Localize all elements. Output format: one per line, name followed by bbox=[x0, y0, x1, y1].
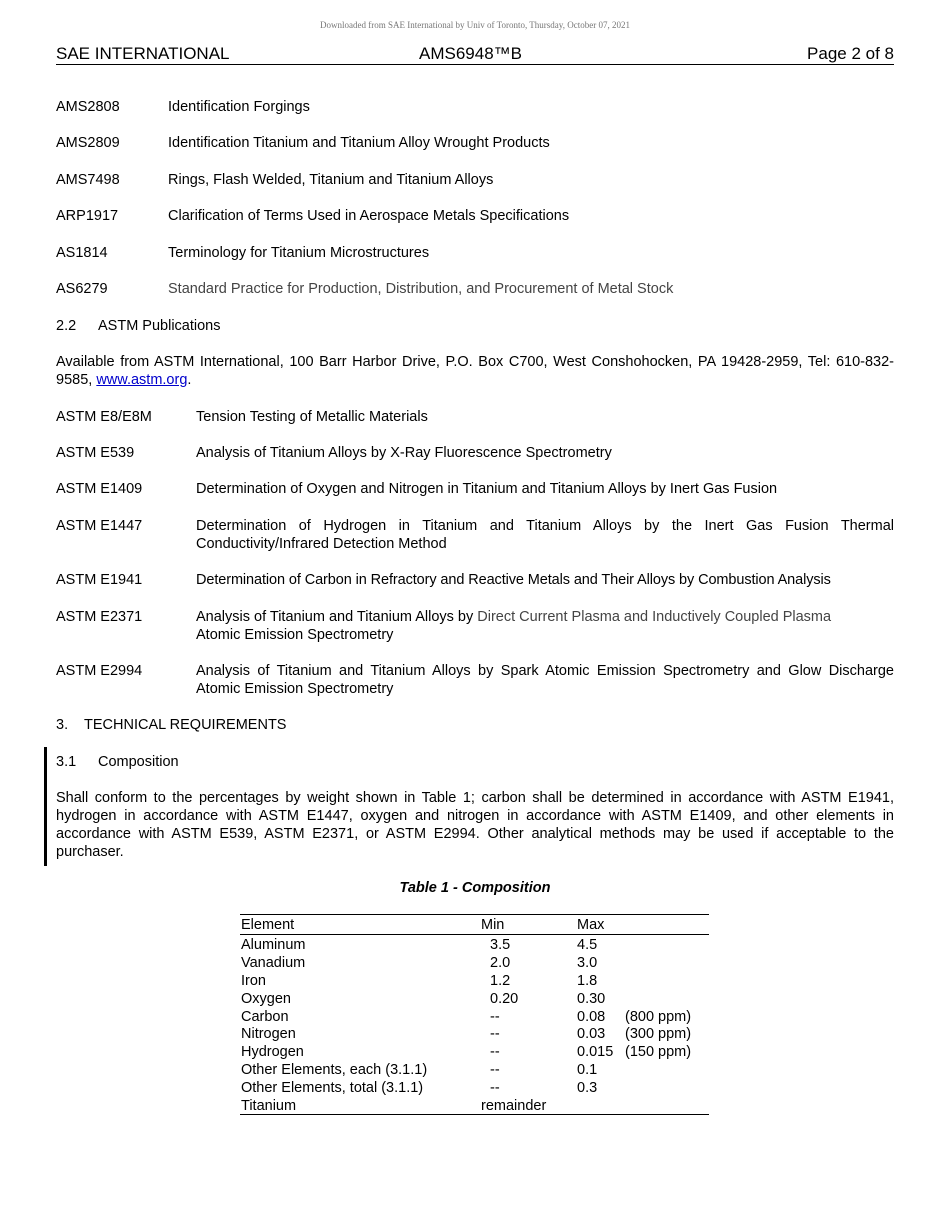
reference-title: Identification Titanium and Titanium Alloy Wrought Products bbox=[168, 135, 550, 151]
cell-ppm: (800 ppm) bbox=[625, 1008, 692, 1025]
cell-element: Carbon bbox=[241, 1008, 289, 1025]
cell-max: 0.08 bbox=[577, 1008, 606, 1025]
reference-title: Analysis of Titanium and Titanium Alloys by Spark Atomic Emission Spectrometry and Glow Discharge Atomic Emission Spectrometry bbox=[196, 663, 894, 697]
reference-title: Identification Forgings bbox=[168, 99, 310, 115]
cell-min: -- bbox=[490, 1008, 500, 1025]
reference-title: Rings, Flash Welded, Titanium and Titanium Alloys bbox=[168, 172, 494, 188]
section-title: Composition bbox=[98, 754, 179, 770]
table-row bbox=[240, 989, 709, 1007]
cell-element: Hydrogen bbox=[241, 1044, 304, 1061]
reference-code: ASTM E1941 bbox=[56, 572, 143, 588]
cell-ppm: (300 ppm) bbox=[625, 1026, 692, 1043]
cell-element: Other Elements, total (3.1.1) bbox=[241, 1080, 424, 1097]
reference-code: ASTM E2371 bbox=[56, 609, 143, 625]
cell-element: Aluminum bbox=[241, 937, 306, 953]
reference-title: Determination of Oxygen and Nitrogen in Titanium and Titanium Alloys by Inert Gas Fusion bbox=[196, 481, 778, 497]
cell-min: -- bbox=[490, 1080, 500, 1097]
table-row bbox=[240, 1024, 709, 1042]
download-note: Downloaded from SAE International by Univ of Toronto, Thursday, October 07, 2021 bbox=[320, 20, 630, 30]
section-heading-3-1 bbox=[56, 753, 179, 771]
table-row bbox=[240, 1096, 709, 1114]
column-header-element: Element bbox=[241, 917, 295, 933]
cell-max: 0.03 bbox=[577, 1026, 606, 1043]
cell-element: Vanadium bbox=[241, 954, 306, 971]
header-org: SAE INTERNATIONAL bbox=[56, 44, 230, 63]
reference-code: ARP1917 bbox=[56, 208, 119, 224]
column-header-max: Max bbox=[577, 917, 605, 933]
cell-element: Other Elements, each (3.1.1) bbox=[241, 1062, 428, 1079]
availability-end: . bbox=[187, 372, 192, 388]
section-number: 2.2 bbox=[56, 318, 77, 334]
cell-max: 0.015 bbox=[577, 1044, 614, 1061]
reference-code: ASTM E8/E8M bbox=[56, 409, 152, 425]
reference-title-part: Direct Current Plasma and Inductively Coupled Plasma bbox=[477, 609, 832, 625]
revision-change-bar bbox=[44, 747, 47, 866]
header-page-number: Page 2 of 8 bbox=[807, 44, 894, 63]
reference-code: AS6279 bbox=[56, 281, 108, 297]
reference-title-part: Analysis of Titanium and Titanium Alloys by bbox=[196, 609, 478, 625]
reference-code: AMS2809 bbox=[56, 135, 120, 151]
cell-max: 0.30 bbox=[577, 990, 606, 1007]
reference-title: Tension Testing of Metallic Materials bbox=[196, 409, 428, 425]
table-row bbox=[240, 971, 709, 989]
cell-min: -- bbox=[490, 1026, 500, 1043]
table-row bbox=[240, 1007, 709, 1025]
table-row bbox=[240, 1078, 709, 1096]
reference-title: Standard Practice for Production, Distribution, and Procurement of Metal Stock bbox=[168, 281, 674, 297]
reference-code: ASTM E1447 bbox=[56, 518, 143, 534]
cell-min: 0.20 bbox=[490, 990, 519, 1007]
cell-min: 2.0 bbox=[490, 954, 511, 971]
table-header-row bbox=[240, 914, 709, 935]
cell-min: 1.2 bbox=[490, 972, 511, 989]
section-heading-3 bbox=[56, 716, 286, 734]
reference-code: ASTM E539 bbox=[56, 445, 135, 461]
section-number: 3.1 bbox=[56, 754, 77, 770]
table-row bbox=[240, 935, 709, 953]
cell-min: remainder bbox=[481, 1098, 547, 1115]
cell-min: -- bbox=[490, 1062, 500, 1079]
table-row bbox=[240, 1042, 709, 1060]
astm-website-link[interactable]: www.astm.org bbox=[96, 372, 188, 388]
composition-table bbox=[240, 914, 709, 1115]
reference-title: Clarification of Terms Used in Aerospace Metals Specifications bbox=[168, 208, 570, 224]
reference-title: Determination of Carbon in Refractory and Reactive Metals and Their Alloys by Combustion Analysis bbox=[196, 572, 831, 588]
table-row bbox=[240, 953, 709, 971]
reference-title-part: Atomic Emission Spectrometry bbox=[196, 627, 394, 643]
cell-element: Titanium bbox=[241, 1098, 297, 1115]
header-doc-id: AMS6948™B bbox=[419, 44, 522, 63]
cell-max: 0.1 bbox=[577, 1062, 598, 1079]
reference-title bbox=[196, 608, 894, 644]
reference-code: ASTM E1409 bbox=[56, 481, 143, 497]
astm-availability-paragraph bbox=[56, 353, 894, 389]
cell-max: 3.0 bbox=[577, 954, 598, 971]
cell-element: Oxygen bbox=[241, 990, 291, 1007]
reference-title: Terminology for Titanium Microstructures bbox=[168, 245, 430, 261]
cell-element: Nitrogen bbox=[241, 1026, 296, 1043]
section-title: TECHNICAL REQUIREMENTS bbox=[84, 717, 287, 733]
availability-text: Available from ASTM International, 100 Barr Harbor Drive, P.O. Box C700, West Conshohocken, PA 19428-2959, Tel: 610-832-9585, bbox=[56, 354, 894, 388]
composition-paragraph: Shall conform to the percentages by weight shown in Table 1; carbon shall be determined in accordance with ASTM E1941, hydrogen in accordance with ASTM E1447, oxygen and nitrogen in accordance with ASTM E1409, and other elements in accordance with ASTM E539, ASTM E2371, or ASTM E2994. Other analytical methods may be used if acceptable to the purchaser. bbox=[56, 790, 894, 860]
cell-min: 3.5 bbox=[490, 937, 511, 953]
section-heading-2-2 bbox=[56, 317, 221, 335]
document-page bbox=[56, 0, 894, 1230]
cell-max: 1.8 bbox=[577, 972, 598, 989]
reference-code: AMS7498 bbox=[56, 172, 120, 188]
cell-min: -- bbox=[490, 1044, 500, 1061]
table-row bbox=[240, 1060, 709, 1078]
cell-element: Iron bbox=[241, 972, 266, 989]
reference-code: ASTM E2994 bbox=[56, 663, 143, 679]
section-number: 3. bbox=[56, 717, 69, 733]
reference-title: Determination of Hydrogen in Titanium and Titanium Alloys by the Inert Gas Fusion Thermal Conductivity/Infrared Detection Method bbox=[196, 518, 894, 552]
reference-title: Analysis of Titanium Alloys by X-Ray Fluorescence Spectrometry bbox=[196, 445, 612, 461]
reference-code: AMS2808 bbox=[56, 99, 120, 115]
cell-max: 0.3 bbox=[577, 1080, 598, 1097]
section-title: ASTM Publications bbox=[98, 318, 221, 334]
table-caption: Table 1 - Composition bbox=[399, 880, 551, 896]
table-body bbox=[240, 935, 709, 1115]
cell-ppm: (150 ppm) bbox=[625, 1044, 692, 1061]
reference-code: AS1814 bbox=[56, 245, 108, 261]
column-header-min: Min bbox=[481, 917, 505, 933]
page-header bbox=[56, 44, 894, 65]
cell-max: 4.5 bbox=[577, 937, 598, 953]
